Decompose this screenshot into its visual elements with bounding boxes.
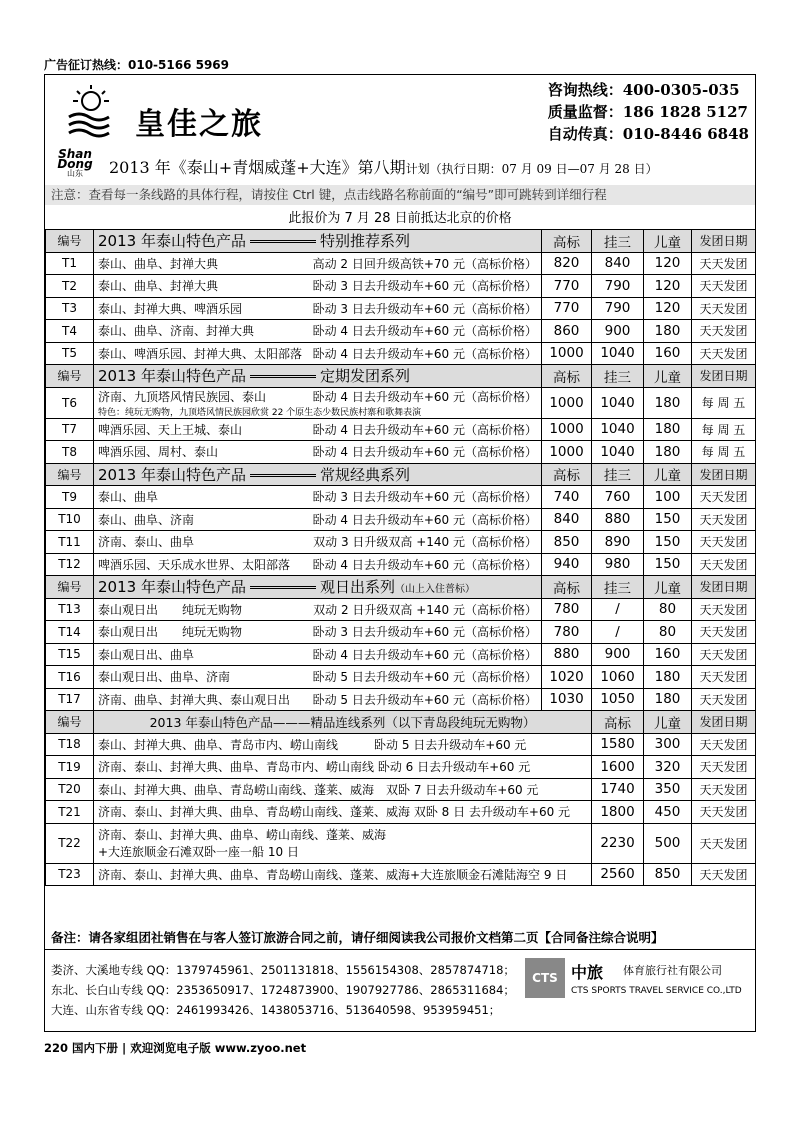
page-footer: 220 国内下册 | 欢迎浏览电子版 www.zyoo.net <box>44 1041 307 1055</box>
cts-name: 中旅 <box>571 963 604 982</box>
price-standard: 1000 <box>542 387 592 418</box>
section-name: 2013 年泰山特色产品 <box>98 367 246 386</box>
section-name: 2013 年泰山特色产品 <box>98 465 246 484</box>
price-hang3: 1040 <box>592 387 644 418</box>
price-child: 180 <box>644 666 692 689</box>
route-name: 济南、泰山、曲阜 <box>98 535 195 550</box>
price-sheet <box>44 74 756 1032</box>
quality-hotline: 质量监督：186 1828 5127 <box>547 103 748 121</box>
route-name: 泰山、曲阜、济南 <box>98 512 195 527</box>
price-standard: 850 <box>542 531 592 554</box>
price-hang3: 1060 <box>592 666 644 689</box>
route-desc <box>94 823 592 863</box>
section-name: 2013 年泰山特色产品 <box>98 578 246 597</box>
route-code: T12 <box>46 553 94 576</box>
price-child: 160 <box>644 643 692 666</box>
price-child: 120 <box>644 252 692 275</box>
shandong-logo-top: Shan <box>58 147 92 161</box>
cts-english: CTS SPORTS TRAVEL SERVICE CO.,LTD <box>571 986 742 996</box>
departure: 天天发团 <box>692 801 756 824</box>
title-divider <box>250 586 316 589</box>
route-name: 泰山观日出、曲阜、济南 <box>98 670 231 685</box>
route-transport: 卧动 3 日去升级动车+60 元（高标价格） <box>312 490 537 505</box>
route-desc <box>94 387 542 418</box>
price-child: 180 <box>644 320 692 343</box>
route-code: T22 <box>46 823 94 863</box>
departure: 每 周 五 <box>692 441 756 464</box>
price-hang3: 1040 <box>592 342 644 365</box>
route-desc <box>94 778 592 801</box>
header-code: 编号 <box>46 711 94 734</box>
price-child: 150 <box>644 508 692 531</box>
route-code: T11 <box>46 531 94 554</box>
departure: 天天发团 <box>692 643 756 666</box>
price-standard: 1020 <box>542 666 592 689</box>
table-row <box>46 418 756 441</box>
route-code: T5 <box>46 342 94 365</box>
header-p2: 挂三 <box>592 576 644 599</box>
table-row <box>46 387 756 418</box>
header-p3: 儿童 <box>644 576 692 599</box>
header-p2: 挂三 <box>592 365 644 388</box>
route-transport: 卧动 3 日去升级动车+60 元（高标价格） <box>312 279 537 294</box>
route-desc <box>94 688 542 711</box>
series-note: （山上入住普标） <box>394 584 475 596</box>
route-desc <box>94 733 592 756</box>
departure: 天天发团 <box>692 531 756 554</box>
price-hang3: 900 <box>592 320 644 343</box>
route-name: 泰山观日出 纯玩无购物 <box>98 602 243 617</box>
departure: 天天发团 <box>692 553 756 576</box>
route-name: 泰山、封禅大典、啤酒乐园 <box>98 301 243 316</box>
shandong-logo-bottom: Dong <box>57 157 93 171</box>
price-hang3: 790 <box>592 275 644 298</box>
price-standard: 1800 <box>592 801 644 824</box>
brand-logo <box>63 83 283 143</box>
departure: 天天发团 <box>692 320 756 343</box>
departure: 天天发团 <box>692 486 756 509</box>
price-child: 450 <box>644 801 692 824</box>
table-row <box>46 441 756 464</box>
route-name: 济南、泰山、封禅大典、曲阜、青岛崂山南线、蓬莱、威海 双卧 8 日 去升级动车+60 元 <box>98 805 571 820</box>
table-row <box>46 531 756 554</box>
section-header <box>46 576 756 599</box>
route-name: 泰山观日出、曲阜 <box>98 647 195 662</box>
table-row <box>46 863 756 886</box>
header-p3: 儿童 <box>644 711 692 734</box>
price-child: 180 <box>644 387 692 418</box>
route-code: T15 <box>46 643 94 666</box>
route-code: T9 <box>46 486 94 509</box>
route-name: 泰山、曲阜、济南、封禅大典 <box>98 324 255 339</box>
header-p3: 儿童 <box>644 230 692 253</box>
route-desc <box>94 621 542 644</box>
departure: 天天发团 <box>692 666 756 689</box>
price-child: 100 <box>644 486 692 509</box>
route-name: 济南、泰山、封禅大典、曲阜、青岛崂山南线、蓬莱、威海+大连旅顺金石滩陆海空 9 日 <box>98 867 568 882</box>
table-row <box>46 320 756 343</box>
price-hang3: 900 <box>592 643 644 666</box>
price-standard: 880 <box>542 643 592 666</box>
title-divider <box>250 240 316 243</box>
price-hang3: 890 <box>592 531 644 554</box>
route-code: T10 <box>46 508 94 531</box>
title-main: 2013 年《泰山+青烟威蓬+大连》第八期 <box>109 158 406 177</box>
price-standard: 770 <box>542 297 592 320</box>
route-name: 济南、泰山、封禅大典、曲阜、崂山南线、蓬莱、威海 <box>98 828 387 842</box>
route-code: T17 <box>46 688 94 711</box>
price-table <box>45 229 756 886</box>
route-name: 泰山、曲阜、封禅大典 <box>98 279 219 294</box>
header-dep: 发团日期 <box>692 711 756 734</box>
route-code: T19 <box>46 756 94 779</box>
header-p1: 高标 <box>542 463 592 486</box>
header-code: 编号 <box>46 230 94 253</box>
cts-emblem: CTS <box>525 958 565 998</box>
table-row <box>46 666 756 689</box>
sun-wave-icon <box>63 83 123 139</box>
section-name: 2013 年泰山特色产品 <box>98 232 246 251</box>
departure: 天天发团 <box>692 863 756 886</box>
route-name: 啤酒乐园、天乐成水世界、太阳部落 <box>98 557 291 572</box>
header-code: 编号 <box>46 463 94 486</box>
table-row <box>46 342 756 365</box>
price-child: 180 <box>644 418 692 441</box>
header-dep: 发团日期 <box>692 230 756 253</box>
route-code: T2 <box>46 275 94 298</box>
section-header <box>46 711 756 734</box>
route-name: 济南、九顶塔风情民族园、泰山 <box>98 389 267 404</box>
table-row <box>46 643 756 666</box>
shandong-logo <box>51 149 99 185</box>
table-row <box>46 486 756 509</box>
departure: 天天发团 <box>692 621 756 644</box>
route-desc <box>94 531 542 554</box>
series-name: 定期发团系列 <box>319 367 410 386</box>
section-title <box>94 576 542 599</box>
price-standard: 1000 <box>542 342 592 365</box>
route-name: 泰山、啤酒乐园、封禅大典、太阳部落 <box>98 346 303 361</box>
price-hang3: 980 <box>592 553 644 576</box>
route-code: T20 <box>46 778 94 801</box>
route-name: 泰山观日出 纯玩无购物 <box>98 625 243 640</box>
ad-hotline: 广告征订热线：010-5166 5969 <box>44 58 230 72</box>
price-standard: 740 <box>542 486 592 509</box>
price-standard: 840 <box>542 508 592 531</box>
table-row <box>46 508 756 531</box>
table-row <box>46 275 756 298</box>
route-transport: 卧动 5 日去升级动车+60 元（高标价格） <box>312 692 537 707</box>
price-child: 320 <box>644 756 692 779</box>
route-desc <box>94 441 542 464</box>
contact-block <box>548 79 749 145</box>
price-child: 120 <box>644 297 692 320</box>
header-p1: 高标 <box>542 576 592 599</box>
route-code: T7 <box>46 418 94 441</box>
departure: 天天发团 <box>692 342 756 365</box>
route-transport: 卧动 4 日去升级动车+60 元（高标价格） <box>312 445 537 460</box>
price-standard: 1000 <box>542 441 592 464</box>
route-code: T16 <box>46 666 94 689</box>
header-code: 编号 <box>46 365 94 388</box>
route-desc <box>94 275 542 298</box>
header-p3: 儿童 <box>644 463 692 486</box>
departure: 天天发团 <box>692 508 756 531</box>
route-desc <box>94 342 542 365</box>
header-p2: 挂三 <box>592 230 644 253</box>
header-p1: 高标 <box>542 230 592 253</box>
departure: 每 周 五 <box>692 418 756 441</box>
cts-logo <box>525 956 745 1016</box>
table-row <box>46 778 756 801</box>
price-standard: 780 <box>542 598 592 621</box>
route-transport: 卧动 4 日去升级动车+60 元（高标价格） <box>312 647 537 662</box>
route-name: 济南、泰山、封禅大典、曲阜、青岛市内、崂山南线 卧动 6 日去升级动车+60 元 <box>98 760 531 775</box>
price-child: 150 <box>644 553 692 576</box>
page-title <box>109 155 658 178</box>
table-row <box>46 688 756 711</box>
route-desc <box>94 486 542 509</box>
route-desc <box>94 756 592 779</box>
price-info: 此报价为 7 月 28 日前抵达北京的价格 <box>288 211 512 226</box>
price-hang3: 1040 <box>592 418 644 441</box>
price-child: 500 <box>644 823 692 863</box>
price-child: 300 <box>644 733 692 756</box>
brand-name: 皇佳之旅 <box>135 107 263 142</box>
series-name: 观日出系列 <box>319 578 395 597</box>
qq-line: 娄济、大溪地专线 QQ：1379745961、2501131818、1556154308、2857874718； <box>51 963 515 977</box>
header-dep: 发团日期 <box>692 365 756 388</box>
route-transport: 卧动 4 日去升级动车+60 元（高标价格） <box>312 324 537 339</box>
price-standard: 1000 <box>542 418 592 441</box>
price-standard: 2230 <box>592 823 644 863</box>
price-child: 80 <box>644 621 692 644</box>
table-row <box>46 598 756 621</box>
price-standard: 1030 <box>542 688 592 711</box>
shandong-logo-label: 山东 <box>67 169 83 178</box>
price-child: 120 <box>644 275 692 298</box>
series-name: 特别推荐系列 <box>319 232 410 251</box>
route-name: 啤酒乐园、天上王城、泰山 <box>98 422 243 437</box>
route-code: T3 <box>46 297 94 320</box>
price-child: 160 <box>644 342 692 365</box>
price-hang3: 1040 <box>592 441 644 464</box>
departure: 天天发团 <box>692 733 756 756</box>
footer-box <box>45 930 755 1032</box>
fax-line: 自动传真：010-8446 6848 <box>547 125 749 143</box>
route-code: T18 <box>46 733 94 756</box>
header-p1: 高标 <box>592 711 644 734</box>
route-feature: 特色：纯玩无购物，九顶塔风情民族园欣赏 22 个原生态少数民族村寨和歌舞表演 <box>98 407 422 418</box>
table-row <box>46 252 756 275</box>
route-name: 泰山、曲阜 <box>98 490 159 505</box>
table-row <box>46 801 756 824</box>
route-code: T6 <box>46 387 94 418</box>
title-divider <box>250 375 316 378</box>
table-row <box>46 553 756 576</box>
cts-company: 体育旅行社有限公司 <box>623 964 722 977</box>
section-header <box>46 365 756 388</box>
departure: 每 周 五 <box>692 387 756 418</box>
price-child: 80 <box>644 598 692 621</box>
price-standard: 2560 <box>592 863 644 886</box>
route-desc <box>94 418 542 441</box>
departure: 天天发团 <box>692 598 756 621</box>
route-transport: 卧动 4 日去升级动车+60 元（高标价格） <box>312 557 537 572</box>
departure: 天天发团 <box>692 275 756 298</box>
table-row <box>46 621 756 644</box>
route-code: T23 <box>46 863 94 886</box>
section-title <box>94 463 542 486</box>
route-code: T13 <box>46 598 94 621</box>
title-dates: 计划（执行日期：07 月 09 日—07 月 28 日） <box>405 162 658 176</box>
price-hang3: 840 <box>592 252 644 275</box>
section-title <box>94 230 542 253</box>
route-name: 泰山、封禅大典、曲阜、青岛市内、崂山南线 卧动 5 日去升级动车+60 元 <box>98 737 527 752</box>
table-row <box>46 297 756 320</box>
qq-line: 大连、山东省专线 QQ：2461993426、1438053716、513640598、953959451； <box>51 1003 501 1017</box>
price-child: 180 <box>644 441 692 464</box>
header-p2: 挂三 <box>592 463 644 486</box>
route-desc <box>94 508 542 531</box>
price-hang3: 760 <box>592 486 644 509</box>
route-transport: 双动 3 日升级双高 +140 元（高标价格） <box>313 535 537 550</box>
departure: 天天发团 <box>692 778 756 801</box>
route-transport: 双动 2 日升级双高 +140 元（高标价格） <box>313 602 537 617</box>
table-row <box>46 823 756 863</box>
route-transport: 高动 2 日回升级高铁+70 元（高标价格） <box>312 256 537 271</box>
route-transport: 卧动 4 日去升级动车+60 元（高标价格） <box>312 422 537 437</box>
route-desc <box>94 863 592 886</box>
route-desc <box>94 598 542 621</box>
departure: 天天发团 <box>692 823 756 863</box>
price-hang3: / <box>592 621 644 644</box>
notice-bar: 注意：查看每一条线路的具体行程，请按住 Ctrl 键，点击线路名称前面的“编号”即可跳转到详细行程 <box>45 185 755 205</box>
route-desc <box>94 320 542 343</box>
price-hang3: 880 <box>592 508 644 531</box>
price-hang3: 1050 <box>592 688 644 711</box>
header-p1: 高标 <box>542 365 592 388</box>
header-p3: 儿童 <box>644 365 692 388</box>
title-divider <box>250 474 316 477</box>
departure: 天天发团 <box>692 688 756 711</box>
section-header <box>46 230 756 253</box>
route-desc <box>94 801 592 824</box>
route-name: 泰山、封禅大典、曲阜、青岛崂山南线、蓬莱、威海 双卧 7 日去升级动车+60 元 <box>98 782 539 797</box>
price-standard: 780 <box>542 621 592 644</box>
remark: 备注：请各家组团社销售在与客人签订旅游合同之前，请仔细阅读我公司报价文档第二页【合同备注综合说明】 <box>51 930 664 945</box>
price-hang3: / <box>592 598 644 621</box>
route-desc <box>94 666 542 689</box>
route-code: T21 <box>46 801 94 824</box>
price-child: 180 <box>644 688 692 711</box>
route-code: T8 <box>46 441 94 464</box>
route-transport: 卧动 4 日去升级动车+60 元（高标价格） <box>312 389 537 404</box>
price-child: 350 <box>644 778 692 801</box>
price-child: 150 <box>644 531 692 554</box>
consult-hotline: 咨询热线：400-0305-035 <box>547 81 740 99</box>
section-header <box>46 463 756 486</box>
route-transport: 卧动 3 日去升级动车+60 元（高标价格） <box>312 301 537 316</box>
price-standard: 1600 <box>592 756 644 779</box>
route-extra: +大连旅顺金石滩双卧一座一船 10 日 <box>98 845 299 859</box>
price-standard: 1740 <box>592 778 644 801</box>
departure: 天天发团 <box>692 756 756 779</box>
table-row <box>46 756 756 779</box>
route-transport: 卧动 3 日去升级动车+60 元（高标价格） <box>312 625 537 640</box>
price-hang3: 790 <box>592 297 644 320</box>
route-code: T1 <box>46 252 94 275</box>
price-standard: 940 <box>542 553 592 576</box>
header-dep: 发团日期 <box>692 463 756 486</box>
route-transport: 卧动 4 日去升级动车+60 元（高标价格） <box>312 512 537 527</box>
route-code: T14 <box>46 621 94 644</box>
route-desc <box>94 643 542 666</box>
route-desc <box>94 297 542 320</box>
route-transport: 卧动 5 日去升级动车+60 元（高标价格） <box>312 670 537 685</box>
route-transport: 卧动 4 日去升级动车+60 元（高标价格） <box>312 346 537 361</box>
route-code: T4 <box>46 320 94 343</box>
qq-list <box>51 960 515 1020</box>
route-name: 济南、曲阜、封禅大典、泰山观日出 <box>98 692 291 707</box>
price-standard: 860 <box>542 320 592 343</box>
departure: 天天发团 <box>692 252 756 275</box>
route-desc <box>94 553 542 576</box>
series-name: 常规经典系列 <box>319 465 410 484</box>
price-child: 850 <box>644 863 692 886</box>
route-name: 泰山、曲阜、封禅大典 <box>98 256 219 271</box>
section-title <box>94 365 542 388</box>
qq-line: 东北、长白山专线 QQ：2353650917、1724873900、1907927786、2865311684； <box>51 983 515 997</box>
route-name: 啤酒乐园、周村、泰山 <box>98 445 219 460</box>
header-dep: 发团日期 <box>692 576 756 599</box>
departure: 天天发团 <box>692 297 756 320</box>
header-code: 编号 <box>46 576 94 599</box>
price-standard: 820 <box>542 252 592 275</box>
price-standard: 770 <box>542 275 592 298</box>
section-title: 2013 年泰山特色产品———精品连线系列（以下青岛段纯玩无购物） <box>94 711 592 734</box>
price-standard: 1580 <box>592 733 644 756</box>
table-row <box>46 733 756 756</box>
route-desc <box>94 252 542 275</box>
